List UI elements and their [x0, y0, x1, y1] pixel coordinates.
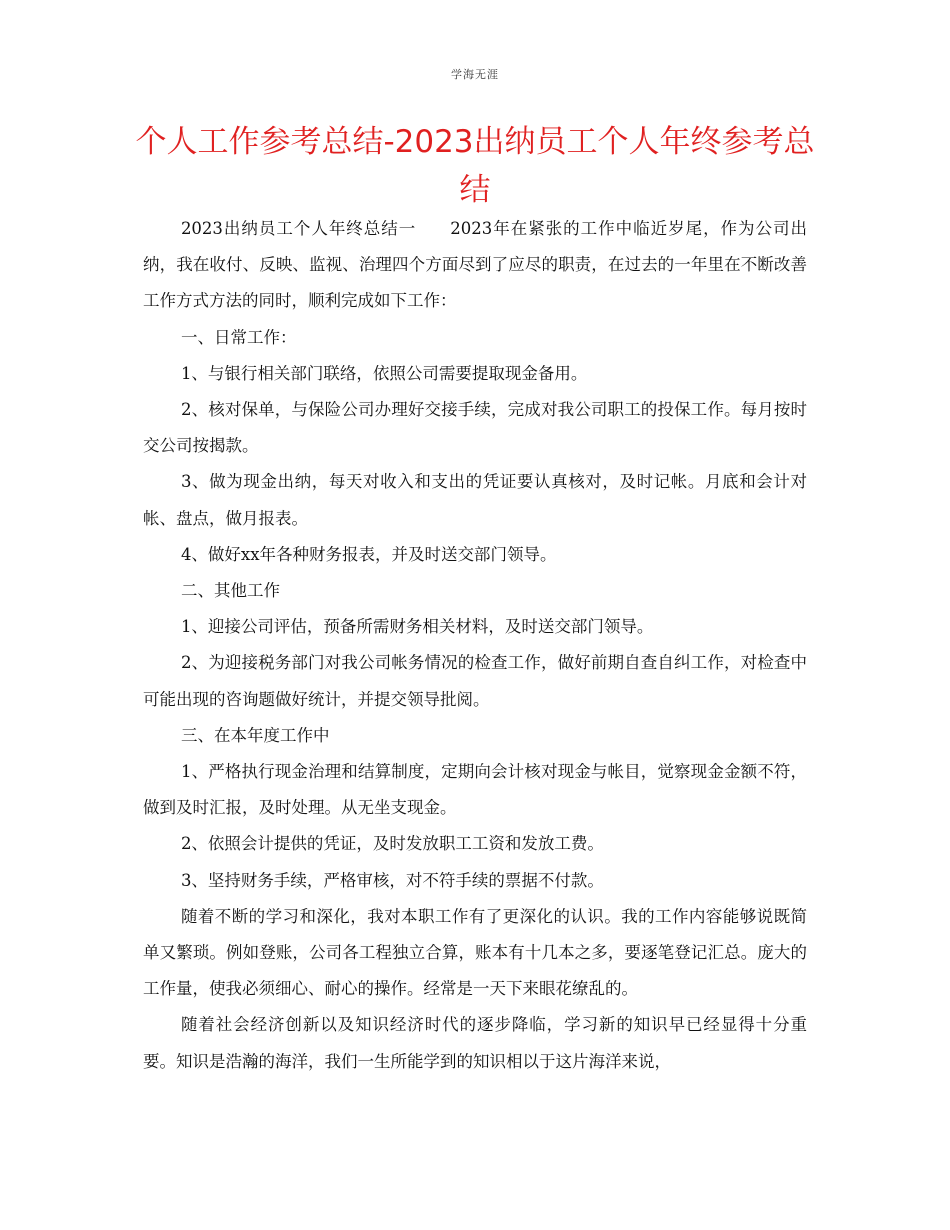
paragraph-12: 2、依照会计提供的凭证，及时发放职工工资和发放工费。: [180, 834, 604, 854]
paragraph-1-text: 2023年在紧张的工作中临近岁尾，作为公司出纳，我在收付、反映、监视、治理四个方面尽到了应尽的职责，在过去的一年里在不断改善工作方式方法的同时，顺利完成如下工作：: [143, 219, 807, 311]
paragraph-15: 随着社会经济创新以及知识经济时代的逐步降临，学习新的知识早已经显得十分重要。知识是浩瀚的海洋，我们一生所能学到的知识相以于这片海洋来说，: [143, 1015, 807, 1071]
document-body: [143, 211, 807, 1080]
paragraph-14: 随着不断的学习和深化，我对本职工作有了更深化的认识。我的工作内容能够说既简单又繁琐。例如登账，公司各工程独立合算，账本有十几本之多，要逐笔登记汇总。庞大的工作量，使我必须细心、耐心的操作。经常是一天下来眼花缭乱的。: [143, 906, 807, 999]
paragraph-7: 二、其他工作: [180, 581, 280, 601]
page-header: 学海无涯: [451, 68, 499, 81]
paragraph-1: [143, 211, 807, 320]
paragraph-13: 3、坚持财务手续，严格审核，对不符手续的票据不付款。: [180, 870, 604, 890]
document-title: 个人工作参考总结-2023出纳员工个人年终参考总结: [135, 124, 815, 208]
paragraph-8: 1、迎接公司评估，预备所需财务相关材料，及时送交部门领导。: [180, 617, 654, 637]
paragraph-2: 一、日常工作：: [180, 327, 297, 347]
paragraph-5: 3、做为现金出纳，每天对收入和支出的凭证要认真核对，及时记帐。月底和会计对帐、盘点，做月报表。: [143, 472, 807, 528]
paragraph-3: 1、与银行相关部门联络，依照公司需要提取现金备用。: [180, 363, 588, 383]
paragraph-9: 2、为迎接税务部门对我公司帐务情况的检查工作，做好前期自查自纠工作，对检查中可能出现的咨询题做好统计，并提交领导批阅。: [143, 653, 807, 709]
paragraph-11: 1、严格执行现金治理和结算制度，定期向会计核对现金与帐目，觉察现金金额不符，做到及时汇报，及时处理。从无坐支现金。: [143, 762, 807, 818]
paragraph-4: 2、核对保单，与保险公司办理好交接手续，完成对我公司职工的投保工作。每月按时交公司按揭款。: [143, 400, 807, 456]
paragraph-1-lead: 2023出纳员工个人年终总结一: [180, 219, 417, 238]
paragraph-10: 三、在本年度工作中: [180, 725, 330, 745]
paragraph-6: 4、做好xx年各种财务报表，并及时送交部门领导。: [180, 544, 557, 564]
